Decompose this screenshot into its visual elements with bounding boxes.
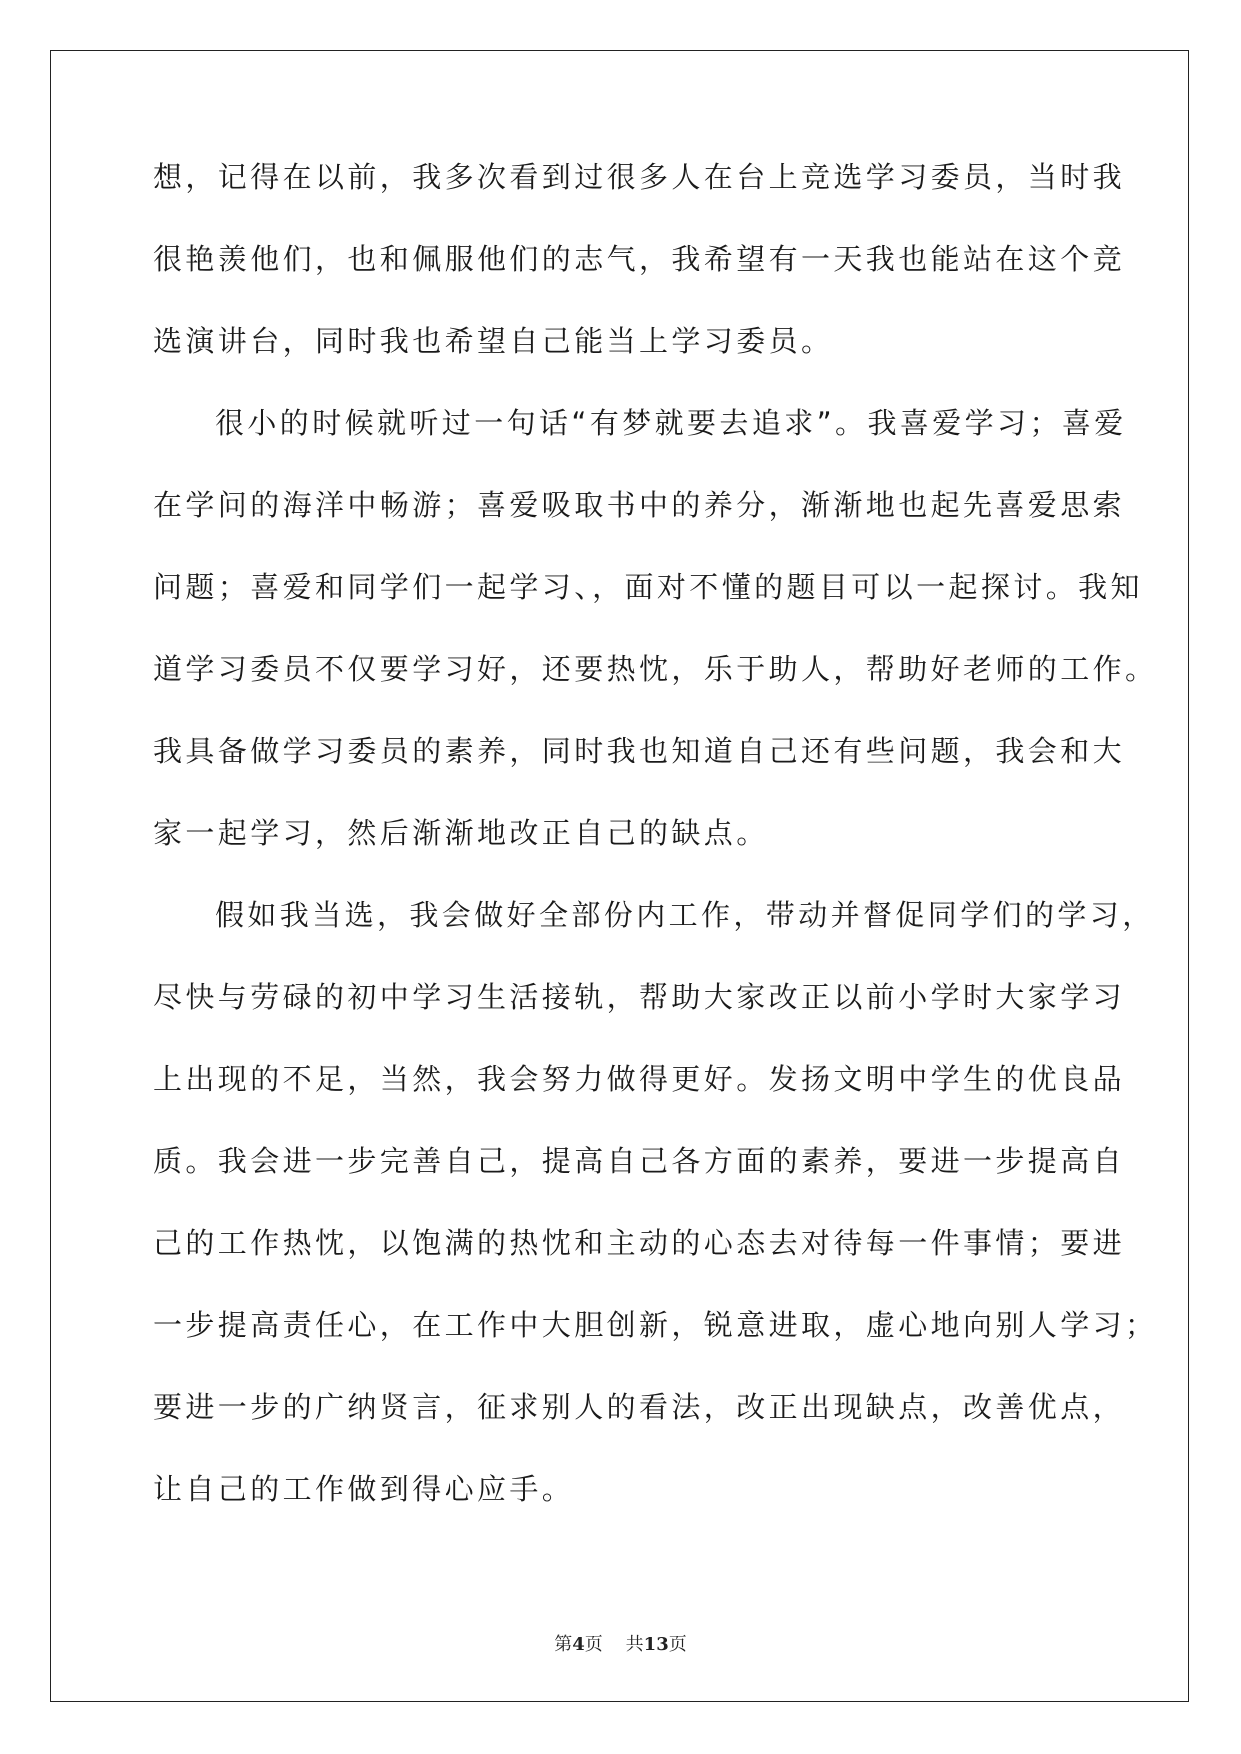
total-pages: 13 <box>643 1634 669 1655</box>
text-line-17: 让自己的工作做到得心应手。 <box>153 1472 575 1506</box>
text-line-8: 我具备做学习委员的素养，同时我也知道自己还有些问题，我会和大 <box>153 734 1126 768</box>
document-body <box>153 160 1158 1556</box>
footer-prefix: 第 <box>554 1634 573 1655</box>
page-footer <box>0 1630 1241 1656</box>
text-line-7: 道学习委员不仅要学习好，还要热忱，乐于助人，帮助好老师的工作。 <box>153 652 1158 686</box>
text-line-11: 尽快与劳碌的初中学习生活接轨，帮助大家改正以前小学时大家学习 <box>153 980 1126 1014</box>
text-line-9: 家一起学习，然后渐渐地改正自己的缺点。 <box>153 816 769 850</box>
page-number: 4 <box>572 1634 585 1655</box>
text-line-5: 在学问的海洋中畅游；喜爱吸取书中的养分，渐渐地也起先喜爱思索 <box>153 488 1126 522</box>
text-line-10: 假如我当选，我会做好全部份内工作，带动并督促同学们的学习， <box>215 898 1155 932</box>
footer-total-prefix: 共 <box>625 1634 644 1655</box>
text-line-14: 己的工作热忱，以饱满的热忱和主动的心态去对待每一件事情；要进 <box>153 1226 1126 1260</box>
text-line-6: 问题；喜爱和同学们一起学习、，面对不懂的题目可以一起探讨。我知 <box>153 570 1143 604</box>
text-line-3: 选演讲台，同时我也希望自己能当上学习委员。 <box>153 324 834 358</box>
footer-total-suffix: 页 <box>668 1634 687 1655</box>
text-line-4: 很小的时候就听过一句话“有梦就要去追求”。我喜爱学习；喜爱 <box>215 406 1127 440</box>
text-line-1: 想，记得在以前，我多次看到过很多人在台上竞选学习委员，当时我 <box>153 160 1126 194</box>
text-line-16: 要进一步的广纳贤言，征求别人的看法，改正出现缺点，改善优点， <box>153 1390 1126 1424</box>
text-line-15: 一步提高责任心，在工作中大胆创新，锐意进取，虚心地向别人学习； <box>153 1308 1158 1342</box>
text-line-13: 质。我会进一步完善自己，提高自己各方面的素养，要进一步提高自 <box>153 1144 1126 1178</box>
text-line-2: 很艳羡他们，也和佩服他们的志气，我希望有一天我也能站在这个竞 <box>153 242 1126 276</box>
footer-page-suffix: 页 <box>584 1634 603 1655</box>
text-line-12: 上出现的不足，当然，我会努力做得更好。发扬文明中学生的优良品 <box>153 1062 1126 1096</box>
